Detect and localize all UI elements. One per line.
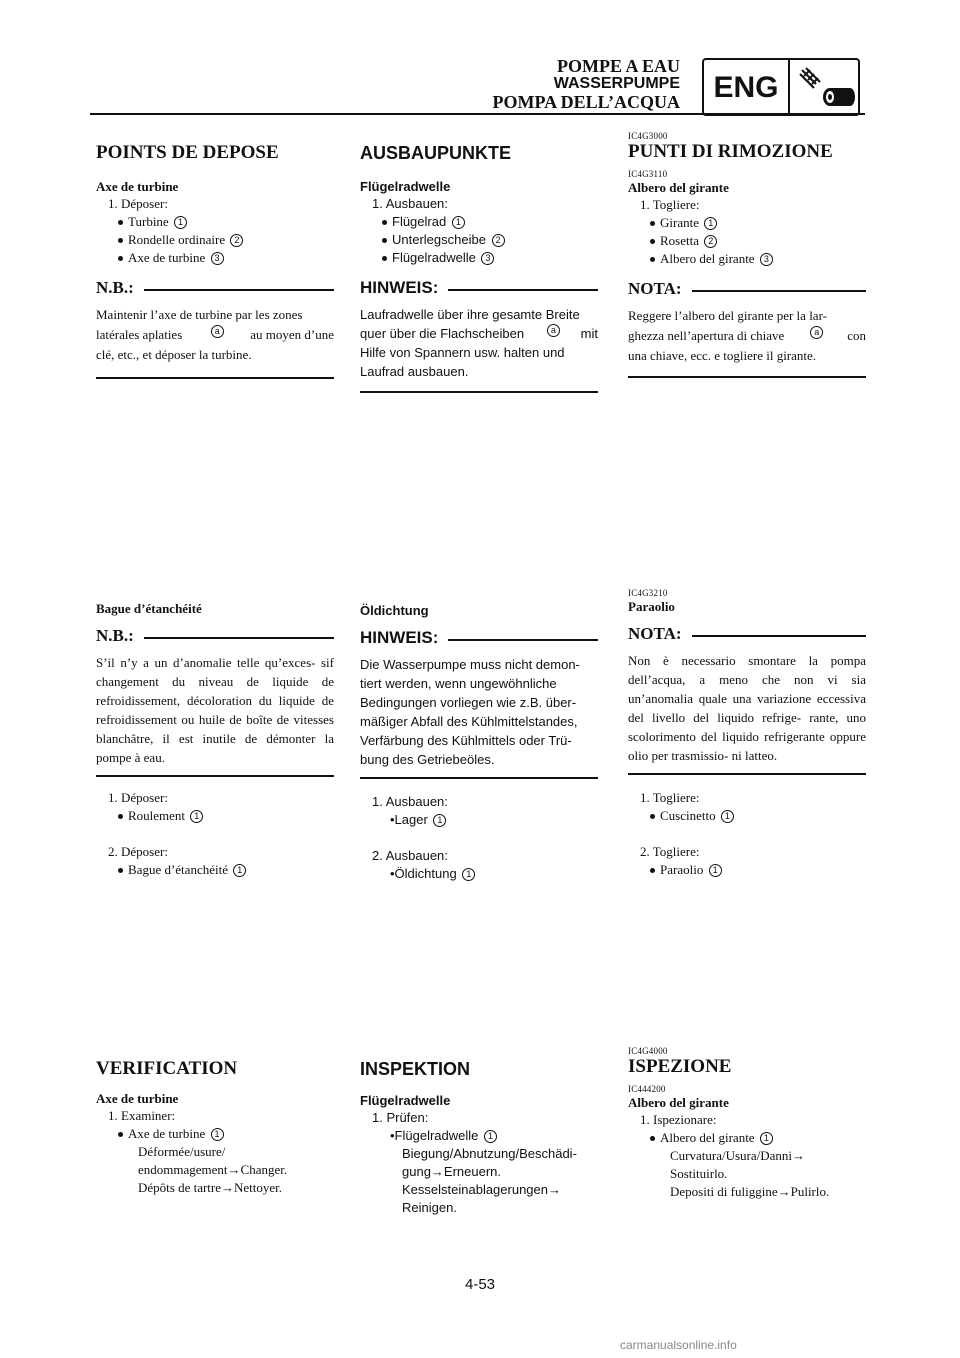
de-item-bearing: •Lager 1 <box>360 811 598 829</box>
de-note-heading: HINWEIS: <box>360 277 598 299</box>
de-item-shaft: Flügelradwelle 3 <box>360 249 598 267</box>
it-code-5: IC444200 <box>628 1084 666 1094</box>
it-removal-section <box>628 131 866 378</box>
fr-step-remove-bearing: 1. Déposer: <box>108 790 168 805</box>
fr-item-inspect-shaft: Axe de turbine 1 <box>96 1125 334 1143</box>
fr-step-inspect: 1. Examiner: <box>108 1108 176 1123</box>
it-code-3: IC4G3210 <box>628 588 668 598</box>
it-inspect-line2: Curvatura/Usura/Danni→ <box>670 1148 806 1163</box>
it-note2-end-rule <box>628 773 866 775</box>
it-item-shaft: Albero del girante 3 <box>628 250 866 268</box>
it-note2-heading: NOTA: <box>628 623 866 645</box>
fr-note2-text: S’il n’y a un d’anomalie telle qu’exces- sif changement du niveau de liquide de refroidissement, décoloration du liquide de refroidissement ou huile de boîte de vitesses blanchâtre, il est inutile de démonter la pompe à eau. <box>96 655 334 765</box>
fr-note-heading: N.B.: <box>96 277 334 299</box>
it-step-inspect: 1. Ispezionare: <box>640 1112 717 1127</box>
badge-divider <box>788 60 790 114</box>
de-note2-end-rule <box>360 777 598 779</box>
fr-inspect-line3: endommagement→Changer. <box>138 1162 288 1177</box>
de-item-oil-seal: •Öldichtung 1 <box>360 865 598 883</box>
de-step-remove-seal: 2. Ausbauen: <box>372 848 448 863</box>
de-step-inspect: 1. Prüfen: <box>372 1110 429 1125</box>
it-code-2: IC4G3110 <box>628 169 668 179</box>
fr-note2-heading: N.B.: <box>96 625 334 647</box>
fr-removal-title: POINTS DE DEPOSE <box>96 142 279 163</box>
badge-label: ENG <box>713 71 779 104</box>
it-inspection-section <box>628 1046 866 1201</box>
fr-step-remove: 1. Déposer: <box>108 196 168 211</box>
de-item-impeller: Flügelrad 1 <box>360 213 598 231</box>
page-number: 4-53 <box>464 1276 496 1293</box>
it-step-remove-bearing: 1. Togliere: <box>640 790 700 805</box>
it-note2-text: Non è necessario smontare la pompa dell’acqua, a meno che non vi sia un’anomalia quale una variazione eccessiva del livello del liquido refrige- rante, uno scolorimento del liquido refrigerante oppure olio per trasmissio- ni latteo. <box>628 653 866 763</box>
de-removal-section <box>360 142 598 393</box>
fr-note-end-rule <box>96 377 334 379</box>
fr-item-washer: Rondelle ordinaire 2 <box>96 231 334 249</box>
it-inspect-shaft-heading: Albero del girante <box>628 1095 729 1110</box>
it-oil-seal-section <box>628 588 866 879</box>
it-code-4: IC4G4000 <box>628 1046 668 1056</box>
de-inspect-line5: Reinigen. <box>402 1200 457 1215</box>
it-impeller-shaft-heading: Albero del girante <box>628 180 729 195</box>
de-impeller-shaft-heading: Flügelradwelle <box>360 179 451 194</box>
it-note-heading: NOTA: <box>628 278 866 300</box>
it-note-text: Reggere l’albero del girante per la lar- ghezza nell’apertura di chiave a con una chiave, ecc. e togliere il girante. <box>628 308 866 363</box>
de-note2-text: Die Wasserpumpe muss nicht demon- tiert werden, wenn ungewöhnliche Bedingungen vorliegen wie z.B. über- mäßiger Abfall des Kühlmittelstandes, Verfärbung des Kühlmittels oder Trü- bung des Getriebeöles. <box>360 657 580 767</box>
fr-impeller-shaft-heading: Axe de turbine <box>96 179 179 194</box>
fr-note-text: Maintenir l’axe de turbine par les zones latérales aplaties a au moyen d’une clé, etc., et déposer la turbine. <box>96 307 334 362</box>
it-step-remove: 1. Togliere: <box>640 197 700 212</box>
de-inspect-shaft-heading: Flügelradwelle <box>360 1093 451 1108</box>
de-item-inspect-shaft: •Flügelradwelle 1 <box>360 1127 598 1145</box>
fr-item-shaft: Axe de turbine 3 <box>96 249 334 267</box>
it-item-washer: Rosetta 2 <box>628 232 866 250</box>
section-badge <box>702 58 860 116</box>
it-item-oil-seal: Paraolio 1 <box>628 861 866 879</box>
de-note2-heading: HINWEIS: <box>360 627 598 649</box>
de-inspect-line4: Kesselsteinablagerungen→ <box>402 1182 561 1197</box>
it-note-end-rule <box>628 376 866 378</box>
fr-inspect-line4: Dépôts de tartre→Nettoyer. <box>138 1180 283 1195</box>
de-step-remove: 1. Ausbauen: <box>372 196 448 211</box>
de-step-remove-bearing: 1. Ausbauen: <box>372 794 448 809</box>
fr-inspect-line2: Déformée/usure/ <box>138 1144 226 1159</box>
it-item-impeller: Girante 1 <box>628 214 866 232</box>
fr-oil-seal-section <box>96 600 334 879</box>
fr-item-oil-seal: Bague d’étanchéité 1 <box>96 861 334 879</box>
engine-component-icon <box>794 64 856 112</box>
it-code-1: IC4G3000 <box>628 131 668 141</box>
fr-inspection-section <box>96 1058 334 1197</box>
fr-oil-seal-heading: Bague d’étanchéité <box>96 601 202 616</box>
de-item-washer: Unterlegscheibe 2 <box>360 231 598 249</box>
de-note-end-rule <box>360 391 598 393</box>
de-inspect-line3: gung→Erneuern. <box>402 1164 502 1179</box>
fr-inspect-shaft-heading: Axe de turbine <box>96 1091 179 1106</box>
de-removal-title: AUSBAUPUNKTE <box>360 143 512 163</box>
it-step-remove-seal: 2. Togliere: <box>640 844 700 859</box>
de-inspect-line2: Biegung/Abnutzung/Beschädi- <box>402 1146 577 1161</box>
it-inspect-line4: Depositi di fuliggine→Pulirlo. <box>670 1184 830 1199</box>
fr-item-bearing: Roulement 1 <box>96 807 334 825</box>
it-inspection-title: ISPEZIONE <box>628 1056 732 1077</box>
header-title-fr: POMPE A EAU <box>556 56 680 76</box>
it-inspect-line3: Sostituirlo. <box>670 1166 728 1181</box>
de-oil-seal-heading: Öldichtung <box>360 603 429 618</box>
header-title-it: POMPA DELL’ACQUA <box>492 92 680 112</box>
watermark: carmanualsonline.info <box>620 1338 737 1352</box>
fr-removal-section <box>96 142 334 379</box>
de-note-text: Laufradwelle über ihre gesamte Breite quer über die Flachscheiben a mit Hilfe von Spannern usw. halten und Laufrad ausbauen. <box>360 307 598 379</box>
it-item-inspect-shaft: Albero del girante 1 <box>628 1129 866 1147</box>
it-oil-seal-heading: Paraolio <box>628 599 675 614</box>
fr-note2-end-rule <box>96 775 334 777</box>
fr-item-impeller: Turbine 1 <box>96 213 334 231</box>
de-inspection-section <box>360 1058 598 1217</box>
fr-inspection-title: VERIFICATION <box>96 1058 238 1079</box>
header-title-de: WASSERPUMPE <box>553 75 680 92</box>
it-removal-title: PUNTI DI RIMOZIONE <box>628 141 833 162</box>
de-oil-seal-section <box>360 602 598 883</box>
fr-step-remove-seal: 2. Déposer: <box>108 844 168 859</box>
de-inspection-title: INSPEKTION <box>360 1059 471 1079</box>
it-item-bearing: Cuscinetto 1 <box>628 807 866 825</box>
